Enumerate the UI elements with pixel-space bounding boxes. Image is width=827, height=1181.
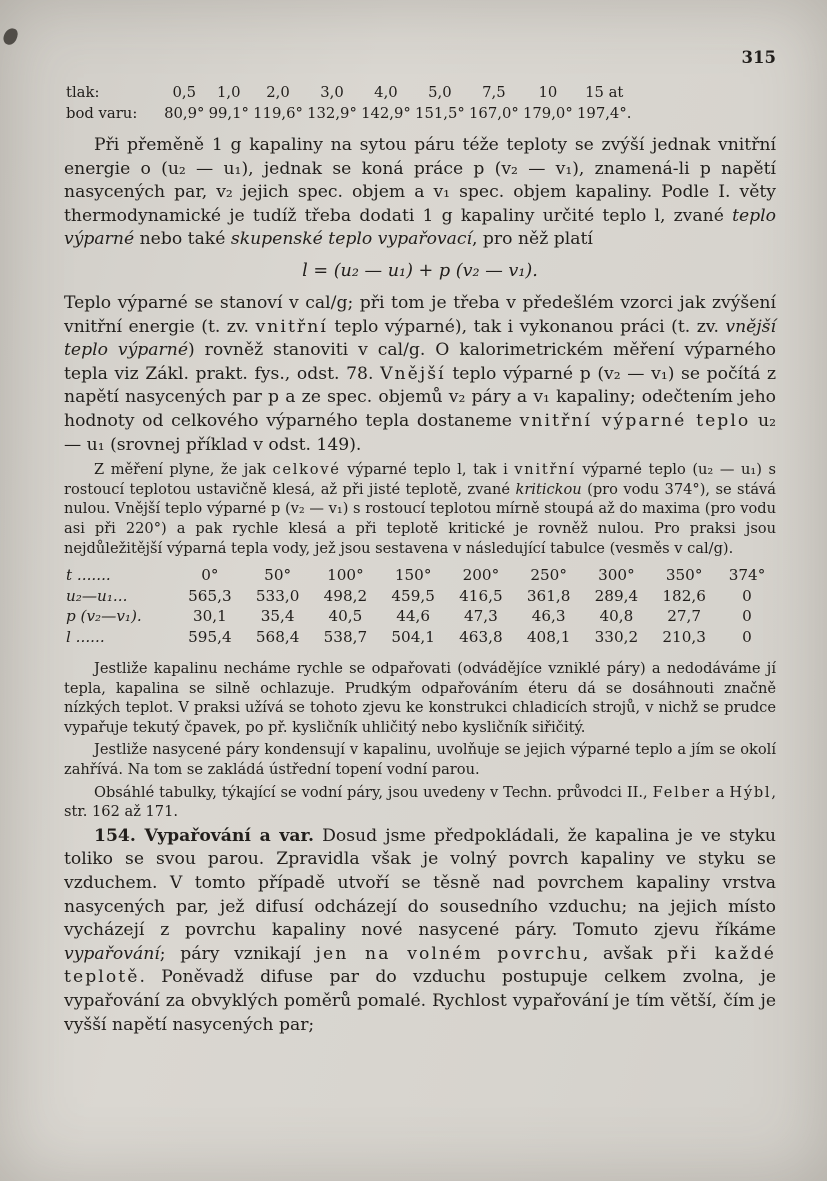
text-run: vypařování [64, 943, 160, 964]
text-run: (pro vodu 374°), se stává nulou. Vnější teplo výparné p (v₂ — v₁) s rostoucí teplotou mírně stoupá až do maxima (pro vodu asi při 220°) a pak rychle klesá a při teplotě kritické je rovněž nulou. Pro praksi jsou nejdůležitější výparná tepla vody, jež jsou sestavena v následující tabulce (vesměs v cal/g). [64, 480, 776, 557]
table-cell: 40,5 [328, 607, 363, 626]
text-run: Teplo výparné se stanoví v cal/g; při tom je třeba v předešlém vzorci jak zvýšení vnitřní energie (t. zv. [64, 292, 776, 337]
table-cell: 459,5 [391, 586, 435, 605]
table-row [64, 627, 776, 648]
text-run: Jestliže nasycené páry kondensují v kapalinu, uvolňuje se jejich výparné teplo a jím se okolí zahřívá. Na tom se zakládá ústřední topení vodní parou. [64, 741, 776, 779]
table-cell: 250° [530, 566, 567, 585]
text-run: Dosud jsme předpokládali, že kapalina je ve styku toliko se svou parou. Zpravidla však je volný povrch kapaliny ve styku se vzduchem. V tomto případě utvoří se těsně nad povrchem kapaliny vrstva nasycených par, jež difusí odcházejí do sousedního vzduchu; na jejich místo vycházejí z povrchu kapaliny nové nasycené páry. Tomuto zjevu říkáme [64, 825, 776, 941]
table-cell: 30,1 [192, 607, 227, 626]
table-cell: 167,0° [469, 104, 519, 122]
row-label: p (v₂—v₁). [66, 607, 142, 626]
table-cell: 0 [742, 586, 752, 605]
table-row [64, 606, 776, 627]
text-run: Jestliže kapalinu necháme rychle se odpařovati (odvádějíce vzniklé páry) a nedodáváme jí tepla, kapalina se silně ochlazuje. Prudkým odpařováním éteru dá se dosáhnouti značně nízkých teplot. V praksi užívá se tohoto zjevu ke konstrukci chladicích strojů, v nichž se prudce vypařuje tekutý čpavek, po př. kysličník uhličitý nebo kysličník siřičitý. [64, 660, 776, 736]
pressure-boiling-point-table [64, 83, 634, 124]
table-cell: 538,7 [323, 627, 368, 646]
table-cell: 99,1° [208, 104, 249, 122]
table-cell: 132,9° [307, 104, 357, 122]
paragraph-section-154 [64, 825, 776, 1037]
table-cell: 35,4 [260, 607, 295, 626]
text-run: Felber [652, 783, 711, 801]
table-cell: 300° [598, 566, 635, 585]
table-cell: 330,2 [594, 627, 639, 646]
text-run: povrchu [497, 943, 583, 964]
text-run: teplo výparné), tak i vykonanou práci (t. zv. [327, 316, 726, 337]
row-label: l ...... [66, 627, 105, 646]
table-cell: 0 [742, 607, 752, 626]
row-label: bod varu: [66, 104, 138, 122]
table-cell: 210,3 [662, 627, 706, 646]
paragraph-condensation [64, 740, 776, 779]
table-cell: 5,0 [428, 84, 452, 101]
text-run: Obsáhlé tabulky, týkající se vodní páry, jsou uvedeny v Techn. průvodci II., [94, 783, 653, 801]
text-run: u₂ — u₁ (srovnej příklad v odst. 149). [64, 410, 776, 455]
table-cell: 1,0 [217, 84, 241, 101]
table-cell: 10 [538, 84, 558, 101]
vaporization-heat-equation: l = (u₂ — u₁) + p (v₂ — v₁). [302, 260, 538, 281]
text-run: vnitřní výparné teplo [519, 410, 751, 431]
text-run: , pro něž platí [472, 229, 593, 250]
text-run: vnější teplo výparné [64, 316, 777, 361]
paragraph-tables-reference [64, 783, 776, 822]
table-cell: 200° [462, 566, 500, 585]
page-number: 315 [741, 48, 776, 67]
table-cell: 119,6° [253, 104, 303, 122]
page-content [64, 48, 776, 1040]
text-run [483, 944, 498, 964]
scan-artifact [2, 26, 20, 46]
row-label: u₂—u₁... [66, 586, 128, 605]
table-cell: 289,4 [594, 586, 639, 605]
paragraph-measurement-results [64, 460, 776, 558]
table-cell: 565,3 [188, 586, 232, 605]
table-cell: 408,1 [526, 627, 571, 646]
table-row [64, 83, 634, 104]
table-cell: 80,9° [164, 104, 205, 122]
text-run: vnitřní [514, 461, 576, 479]
table-cell: 504,1 [391, 627, 435, 646]
table-cell: 142,9° [361, 104, 411, 122]
vaporization-heat-table [64, 565, 776, 647]
table-cell: 151,5° [415, 104, 465, 122]
text-run: celkové [272, 461, 341, 479]
table-cell: 44,6 [396, 607, 431, 626]
table-cell: 595,4 [188, 627, 232, 646]
table-cell: 568,4 [255, 627, 300, 646]
table-cell: 15 at [585, 84, 624, 101]
text-run: kritickou [515, 480, 582, 498]
table-cell: 533,0 [255, 586, 300, 605]
text-run: při každé teplotě [64, 943, 776, 988]
table-cell: 2,0 [266, 84, 290, 101]
table-cell: 100° [327, 566, 364, 585]
text-run: jen na volném [315, 943, 483, 964]
table-cell: 40,8 [599, 607, 634, 626]
table-cell: 7,5 [482, 84, 506, 101]
row-label: tlak: [66, 84, 100, 101]
text-run: 154. Vypařování a var. [94, 825, 314, 846]
text-run: , str. 162 až 171. [64, 783, 776, 821]
text-run: Z měření plyne, že jak [94, 461, 273, 479]
table-cell: 150° [394, 566, 432, 585]
table-cell: 374° [728, 566, 766, 585]
text-run: výparné teplo l, tak i [340, 461, 515, 479]
table-cell: 3,0 [320, 84, 344, 101]
text-run: a [710, 783, 730, 801]
text-run: Při přeměně 1 g kapaliny na sytou páru téže teploty se zvýší jednak vnitřní energie o (u₂ — u₁), jednak se koná práce p (v₂ — v₁), znamená-li p napětí nasycených par, v₂ jejich spec. objem a v₁ spec. objem kapaliny. Podle I. věty thermodynamické je tudíž třeba dodati 1 g kapaliny určité teplo l, zvané [64, 135, 776, 226]
text-run: nebo také [134, 229, 231, 250]
table-cell: 47,3 [463, 607, 498, 626]
table-cell: 0° [201, 566, 219, 585]
text-run: Hýbl [729, 783, 772, 801]
text-run: Vnější [380, 363, 446, 384]
table-cell: 46,3 [531, 607, 566, 626]
table-cell: 182,6 [662, 586, 706, 605]
paragraph-intro [64, 134, 776, 252]
table-cell: 0 [742, 627, 752, 646]
text-run: výparné teplo (u₂ — u₁) s rostoucí teplotou ustavičně klesá, až při jisté teplotě, zvané [64, 461, 776, 498]
table-cell: 498,2 [323, 586, 368, 605]
text-run: skupenské teplo vypařovací [230, 229, 472, 250]
table-cell: 416,5 [459, 586, 503, 605]
row-label: t ....... [66, 566, 111, 585]
text-run: vnitřní [255, 316, 328, 337]
paragraph-heat-calculation [64, 292, 776, 457]
table-row [64, 565, 776, 586]
table-cell: 50° [264, 566, 292, 585]
text-run: , avšak [582, 943, 668, 964]
text-run: teplo výparné [64, 205, 776, 250]
table-cell: 463,8 [459, 627, 503, 646]
text-run: teplo výparné p (v₂ — v₁) se počítá z napětí nasycených par p a ze spec. objemů v₂ páry a v₁ kapaliny; odečtením jeho hodnoty od celkového výparného tepla dostaneme [64, 363, 777, 431]
table-row [64, 586, 776, 607]
table-cell: 197,4°. [576, 104, 632, 122]
text-run: ; páry vznikají [159, 943, 316, 964]
text-run: . Poněvadž difuse par do vzduchu postupuje celkem zvolna, je vypařování za obvyklých poměrů pomalé. Rychlost vypařování je tím větší, čím je vyšší napětí nasycených par; [64, 967, 776, 1035]
table-cell: 179,0° [522, 104, 573, 122]
table-cell: 350° [665, 566, 703, 585]
table-cell: 361,8 [526, 586, 571, 605]
table-row [64, 104, 634, 125]
table-cell: 0,5 [172, 84, 197, 101]
table-cell: 4,0 [374, 84, 398, 101]
text-run: ) rovněž stanoviti v cal/g. O kalorimetrickém měření výparného tepla viz Zákl. prakt. fys., odst. 78. [64, 340, 777, 384]
table-cell: 27,7 [667, 607, 702, 626]
paragraph-evaporative-cooling [64, 659, 776, 737]
